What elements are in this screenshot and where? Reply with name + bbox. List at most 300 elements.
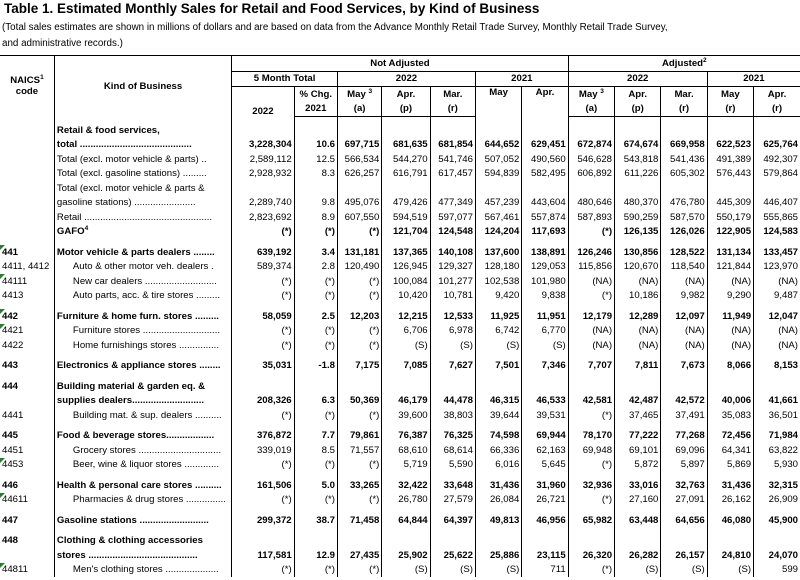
value-cell: (S) [661, 563, 707, 578]
value-cell [232, 534, 294, 549]
na-may-22-label: May [347, 88, 366, 100]
value-cell: 33,016 [615, 478, 661, 493]
naics-code: 4422 [2, 339, 24, 351]
value-cell [382, 534, 430, 549]
value-cell: 117,693 [522, 225, 568, 240]
business-kind-label: Auto parts, acc. & tire stores ......... [72, 290, 221, 302]
value-cell: 339,019 [232, 443, 294, 458]
value-cell: 644,652 [475, 138, 521, 153]
value-cell: 669,958 [661, 138, 707, 153]
value-cell [615, 181, 661, 196]
value-cell: 557,874 [522, 210, 568, 225]
table-row [0, 274, 800, 289]
value-cell: (NA) [568, 338, 614, 353]
table-row [0, 429, 800, 444]
table-row [0, 534, 800, 549]
table-row [0, 196, 800, 211]
value-cell: 121,844 [707, 260, 753, 275]
value-cell: 124,548 [430, 225, 475, 240]
value-cell: 129,053 [522, 260, 568, 275]
value-cell: 126,246 [568, 245, 614, 260]
value-cell: 566,534 [337, 152, 381, 167]
value-cell: 27,160 [615, 493, 661, 508]
value-cell: (S) [475, 563, 521, 578]
business-kind [54, 478, 231, 493]
five-month-total-header: 5 Month Total [232, 71, 338, 87]
business-kind [54, 443, 231, 458]
value-cell: 26,162 [707, 493, 753, 508]
value-cell: 44,478 [430, 394, 475, 409]
value-cell: 39,600 [382, 408, 430, 423]
value-cell: 40,006 [707, 394, 753, 409]
value-cell: 616,791 [382, 167, 430, 182]
value-cell: 129,327 [430, 260, 475, 275]
value-cell: (NA) [568, 274, 614, 289]
value-cell: 617,457 [430, 167, 475, 182]
business-kind-label: Home furnishings stores ............... [72, 339, 219, 351]
value-cell [707, 534, 753, 549]
value-cell: 124,204 [475, 225, 521, 240]
value-cell: 120,490 [337, 260, 381, 275]
value-cell: 26,721 [522, 493, 568, 508]
value-cell [522, 181, 568, 196]
value-cell [232, 379, 294, 394]
naics-code: 444 [2, 380, 19, 392]
value-cell: 490,560 [522, 152, 568, 167]
value-cell: 5,872 [615, 458, 661, 473]
na-mar-22-header: Mar. [430, 87, 475, 102]
value-cell: (S) [382, 338, 430, 353]
table-row [0, 493, 800, 508]
business-kind-label: Total (excl. motor vehicle & parts) .. [56, 153, 207, 165]
value-cell: 445,309 [707, 196, 753, 211]
naics-code: 4441 [2, 409, 24, 421]
value-cell: 26,320 [568, 548, 614, 563]
value-cell: (*) [294, 289, 337, 304]
value-cell [754, 123, 800, 138]
value-cell: 6,706 [382, 324, 430, 339]
value-cell: 161,506 [232, 478, 294, 493]
naics-code [0, 123, 54, 138]
value-cell: 299,372 [232, 513, 294, 528]
business-kind-label: Men's clothing stores .................... [72, 564, 219, 576]
value-cell: 26,084 [475, 493, 521, 508]
value-cell: 33,648 [430, 478, 475, 493]
value-cell: 9,982 [661, 289, 707, 304]
value-cell: 46,179 [382, 394, 430, 409]
business-kind-label: Grocery stores ............................... [72, 444, 222, 456]
value-cell: 681,635 [382, 138, 430, 153]
naics-code: 446 [2, 479, 19, 491]
value-cell [615, 379, 661, 394]
value-cell: 11,951 [522, 309, 568, 324]
na-2021-header: 2021 [475, 71, 568, 87]
value-cell: 6,016 [475, 458, 521, 473]
value-cell: 590,259 [615, 210, 661, 225]
business-kind-label: Retail & food services, [56, 124, 160, 136]
business-kind [54, 359, 231, 374]
business-kind [54, 429, 231, 444]
value-cell [568, 534, 614, 549]
business-kind-label: Furniture & home furn. stores ......... [56, 310, 219, 322]
value-cell: 64,656 [661, 513, 707, 528]
naics-code [0, 152, 54, 167]
value-cell: 480,370 [615, 196, 661, 211]
value-cell: 5,719 [382, 458, 430, 473]
value-cell: 25,622 [430, 548, 475, 563]
value-cell [522, 123, 568, 138]
value-cell: 137,365 [382, 245, 430, 260]
value-cell: (*) [294, 324, 337, 339]
value-cell: 674,674 [615, 138, 661, 153]
value-cell: 12,533 [430, 309, 475, 324]
value-cell: 46,080 [707, 513, 753, 528]
naics-code [0, 167, 54, 182]
naics-code [0, 210, 54, 225]
value-cell: 122,905 [707, 225, 753, 240]
value-cell: 492,307 [754, 152, 800, 167]
value-cell: 9,487 [754, 289, 800, 304]
value-cell: 6,978 [430, 324, 475, 339]
value-cell: (NA) [707, 324, 753, 339]
value-cell: 605,302 [661, 167, 707, 182]
value-cell: (*) [568, 408, 614, 423]
table-row [0, 167, 800, 182]
adj-mar-22-status: (r) [661, 102, 707, 117]
value-cell [294, 123, 337, 138]
table-body [0, 117, 800, 578]
value-cell: 589,374 [232, 260, 294, 275]
value-cell [430, 379, 475, 394]
value-cell: (*) [232, 225, 294, 240]
value-cell: 130,856 [615, 245, 661, 260]
value-cell: 8,066 [707, 359, 753, 374]
na-may-22-status: (a) [337, 102, 381, 117]
value-cell: 7.7 [294, 429, 337, 444]
value-cell: (*) [232, 289, 294, 304]
adj-apr-21-status: (r) [754, 102, 800, 117]
value-cell: (*) [232, 458, 294, 473]
value-cell: 37,465 [615, 408, 661, 423]
value-cell: 101,277 [430, 274, 475, 289]
value-cell: 2,928,932 [232, 167, 294, 182]
table-row [0, 408, 800, 423]
value-cell: (S) [475, 338, 521, 353]
value-cell: 66,336 [475, 443, 521, 458]
naics-header [0, 56, 54, 117]
business-kind [54, 138, 231, 153]
adj-apr-22-status: (p) [615, 102, 661, 117]
business-kind [54, 548, 231, 563]
business-kind [54, 210, 231, 225]
table-row [0, 289, 800, 304]
value-cell [568, 123, 614, 138]
value-cell: (S) [707, 563, 753, 578]
value-cell: (S) [522, 338, 568, 353]
table-row [0, 324, 800, 339]
value-cell: 476,780 [661, 196, 707, 211]
value-cell: 597,077 [430, 210, 475, 225]
value-cell: 543,818 [615, 152, 661, 167]
value-cell: 7,811 [615, 359, 661, 374]
value-cell: (NA) [754, 274, 800, 289]
value-cell: 10,420 [382, 289, 430, 304]
naics-code [0, 548, 54, 563]
table-row [0, 394, 800, 409]
value-cell: (S) [382, 563, 430, 578]
adj-may-22-footnote: 3 [600, 87, 604, 95]
value-cell: 24,070 [754, 548, 800, 563]
value-cell: 31,436 [475, 478, 521, 493]
value-cell: 12,215 [382, 309, 430, 324]
value-cell: 79,861 [337, 429, 381, 444]
value-cell: 121,704 [382, 225, 430, 240]
value-cell [754, 181, 800, 196]
value-cell: 491,389 [707, 152, 753, 167]
table-header [0, 56, 800, 117]
value-cell [707, 123, 753, 138]
business-kind-label: Total (excl. gasoline stations) ......... [56, 168, 207, 180]
value-cell: 5.0 [294, 478, 337, 493]
table-row [0, 138, 800, 153]
naics-code: 4411, 4412 [2, 261, 50, 273]
value-cell: 2,823,692 [232, 210, 294, 225]
naics-code [0, 138, 54, 153]
business-kind [54, 563, 231, 578]
value-cell: (*) [337, 563, 381, 578]
value-cell: 126,135 [615, 225, 661, 240]
na-may-22-footnote: 3 [368, 87, 373, 95]
naics-code: 448 [2, 535, 19, 547]
value-cell: 9,420 [475, 289, 521, 304]
value-cell: 12,179 [568, 309, 614, 324]
value-cell: 46,533 [522, 394, 568, 409]
value-cell: (*) [232, 274, 294, 289]
value-cell: 71,557 [337, 443, 381, 458]
adj-may-21-header: May [707, 87, 753, 102]
value-cell: 26,157 [661, 548, 707, 563]
business-kind [54, 458, 231, 473]
value-cell: 2,289,740 [232, 196, 294, 211]
total-2022-header: 2022 [232, 87, 294, 117]
value-cell: 63,448 [615, 513, 661, 528]
naics-code [0, 225, 54, 240]
value-cell: 100,084 [382, 274, 430, 289]
value-cell: (S) [430, 563, 475, 578]
value-cell: (*) [568, 458, 614, 473]
value-cell: (NA) [754, 338, 800, 353]
value-cell: 58,059 [232, 309, 294, 324]
footnote-marker: 4 [84, 225, 89, 233]
value-cell: 131,181 [337, 245, 381, 260]
value-cell [294, 181, 337, 196]
value-cell: (*) [294, 408, 337, 423]
na-apr-22-status: (p) [382, 102, 430, 117]
value-cell: (*) [568, 493, 614, 508]
value-cell [568, 379, 614, 394]
pct-chg-header: % Chg. [294, 87, 337, 102]
value-cell: 49,813 [475, 513, 521, 528]
value-cell: 102,538 [475, 274, 521, 289]
value-cell: (*) [568, 563, 614, 578]
adj-apr-22-header: Apr. [615, 87, 661, 102]
sales-table [0, 55, 800, 577]
naics-code: 44611 [0, 493, 54, 508]
adj-may-22-header [568, 87, 614, 102]
adj-2021-header: 2021 [707, 71, 800, 87]
value-cell: 8.5 [294, 443, 337, 458]
value-cell [232, 123, 294, 138]
value-cell: 69,096 [661, 443, 707, 458]
value-cell: 38,803 [430, 408, 475, 423]
value-cell: 6,742 [475, 324, 521, 339]
value-cell: (NA) [568, 324, 614, 339]
naics-label: NAICS [10, 75, 41, 87]
business-kind-label: GAFO [56, 226, 85, 238]
value-cell: 587,893 [568, 210, 614, 225]
naics-code [0, 181, 54, 196]
business-kind-label: Retail ................................................ [56, 211, 213, 223]
not-adjusted-header: Not Adjusted [232, 56, 568, 72]
business-kind [54, 309, 231, 324]
value-cell: 42,572 [661, 394, 707, 409]
value-cell: 681,854 [430, 138, 475, 153]
value-cell: 479,426 [382, 196, 430, 211]
value-cell: 208,326 [232, 394, 294, 409]
value-cell: 23,115 [522, 548, 568, 563]
value-cell: 118,540 [661, 260, 707, 275]
value-cell [522, 379, 568, 394]
value-cell: (S) [430, 338, 475, 353]
value-cell: 550,179 [707, 210, 753, 225]
business-kind [54, 338, 231, 353]
value-cell: 12,289 [615, 309, 661, 324]
value-cell: 71,458 [337, 513, 381, 528]
naics-code: 4451 [2, 444, 24, 456]
value-cell [337, 379, 381, 394]
business-kind [54, 245, 231, 260]
value-cell [568, 181, 614, 196]
value-cell [294, 379, 337, 394]
value-cell: 567,461 [475, 210, 521, 225]
value-cell: (*) [337, 225, 381, 240]
table-row [0, 152, 800, 167]
business-kind [54, 379, 231, 394]
value-cell: 2.5 [294, 309, 337, 324]
value-cell: 69,948 [568, 443, 614, 458]
value-cell: 5,590 [430, 458, 475, 473]
value-cell: 594,519 [382, 210, 430, 225]
value-cell: 42,581 [568, 394, 614, 409]
value-cell: 10,781 [430, 289, 475, 304]
value-cell: 546,628 [568, 152, 614, 167]
value-cell: (NA) [661, 338, 707, 353]
value-cell [430, 534, 475, 549]
na-2022-header: 2022 [337, 71, 475, 87]
value-cell: 7,085 [382, 359, 430, 374]
value-cell: (*) [294, 274, 337, 289]
value-cell: 579,864 [754, 167, 800, 182]
value-cell: 594,839 [475, 167, 521, 182]
value-cell [707, 181, 753, 196]
value-cell: 76,387 [382, 429, 430, 444]
value-cell: 457,239 [475, 196, 521, 211]
value-cell: 555,865 [754, 210, 800, 225]
value-cell: 7,673 [661, 359, 707, 374]
value-cell: -1.8 [294, 359, 337, 374]
business-kind-label: Total (excl. motor vehicle & parts & [56, 182, 205, 194]
business-kind-label: Auto & other motor veh. dealers . [72, 261, 214, 273]
value-cell: (*) [337, 493, 381, 508]
adjusted-label: Adjusted [662, 57, 704, 69]
business-kind [54, 534, 231, 549]
business-kind [54, 289, 231, 304]
value-cell [430, 123, 475, 138]
value-cell: (*) [232, 338, 294, 353]
value-cell: 26,780 [382, 493, 430, 508]
table-row [0, 338, 800, 353]
na-mar-22-status: (r) [430, 102, 475, 117]
value-cell: 5,930 [754, 458, 800, 473]
value-cell: 12.5 [294, 152, 337, 167]
business-kind-label: Health & personal care stores .......... [56, 479, 222, 491]
value-cell: 78,170 [568, 429, 614, 444]
value-cell: 480,646 [568, 196, 614, 211]
value-cell: 76,325 [430, 429, 475, 444]
value-cell: 133,457 [754, 245, 800, 260]
value-cell: 2.8 [294, 260, 337, 275]
value-cell: 27,435 [337, 548, 381, 563]
naics-code: 443 [2, 360, 19, 372]
value-cell: 77,222 [615, 429, 661, 444]
value-cell: 639,192 [232, 245, 294, 260]
value-cell [754, 534, 800, 549]
value-cell: 126,026 [661, 225, 707, 240]
value-cell: 5,897 [661, 458, 707, 473]
adjusted-footnote: 2 [703, 56, 707, 64]
table-row [0, 225, 800, 240]
value-cell: 131,134 [707, 245, 753, 260]
value-cell: 599 [754, 563, 800, 578]
value-cell: 443,604 [522, 196, 568, 211]
value-cell: 6.3 [294, 394, 337, 409]
value-cell: (NA) [707, 338, 753, 353]
value-cell: 9.8 [294, 196, 337, 211]
value-cell: 27,579 [430, 493, 475, 508]
table-note-line1: (Total sales estimates are shown in millions of dollars and are based on data from the Advance Monthly Retail Trade Survey, Monthly Retail Trade Survey, [2, 22, 668, 33]
value-cell: 68,610 [382, 443, 430, 458]
na-may-22-header [337, 87, 381, 102]
naics-code: 442 [0, 309, 54, 324]
value-cell [475, 534, 521, 549]
business-kind-label: New car dealers ........................... [72, 275, 217, 287]
adj-may-22-label: May [578, 88, 598, 100]
business-kind-label: total .......................................... [56, 139, 192, 151]
business-kind-label: stores ......................................... [56, 549, 198, 561]
value-cell: 6,770 [522, 324, 568, 339]
value-cell: (*) [232, 324, 294, 339]
value-cell: (*) [232, 408, 294, 423]
business-kind-label: Motor vehicle & parts dealers ........ [56, 246, 215, 258]
value-cell: (NA) [661, 274, 707, 289]
table-note-line2: and administrative records.) [2, 38, 123, 49]
business-kind [54, 196, 231, 211]
table-title: Table 1. Estimated Monthly Sales for Retail and Food Services, by Kind of Business [4, 1, 540, 16]
value-cell: 507,052 [475, 152, 521, 167]
value-cell [615, 123, 661, 138]
value-cell: (*) [232, 563, 294, 578]
business-kind [54, 493, 231, 508]
